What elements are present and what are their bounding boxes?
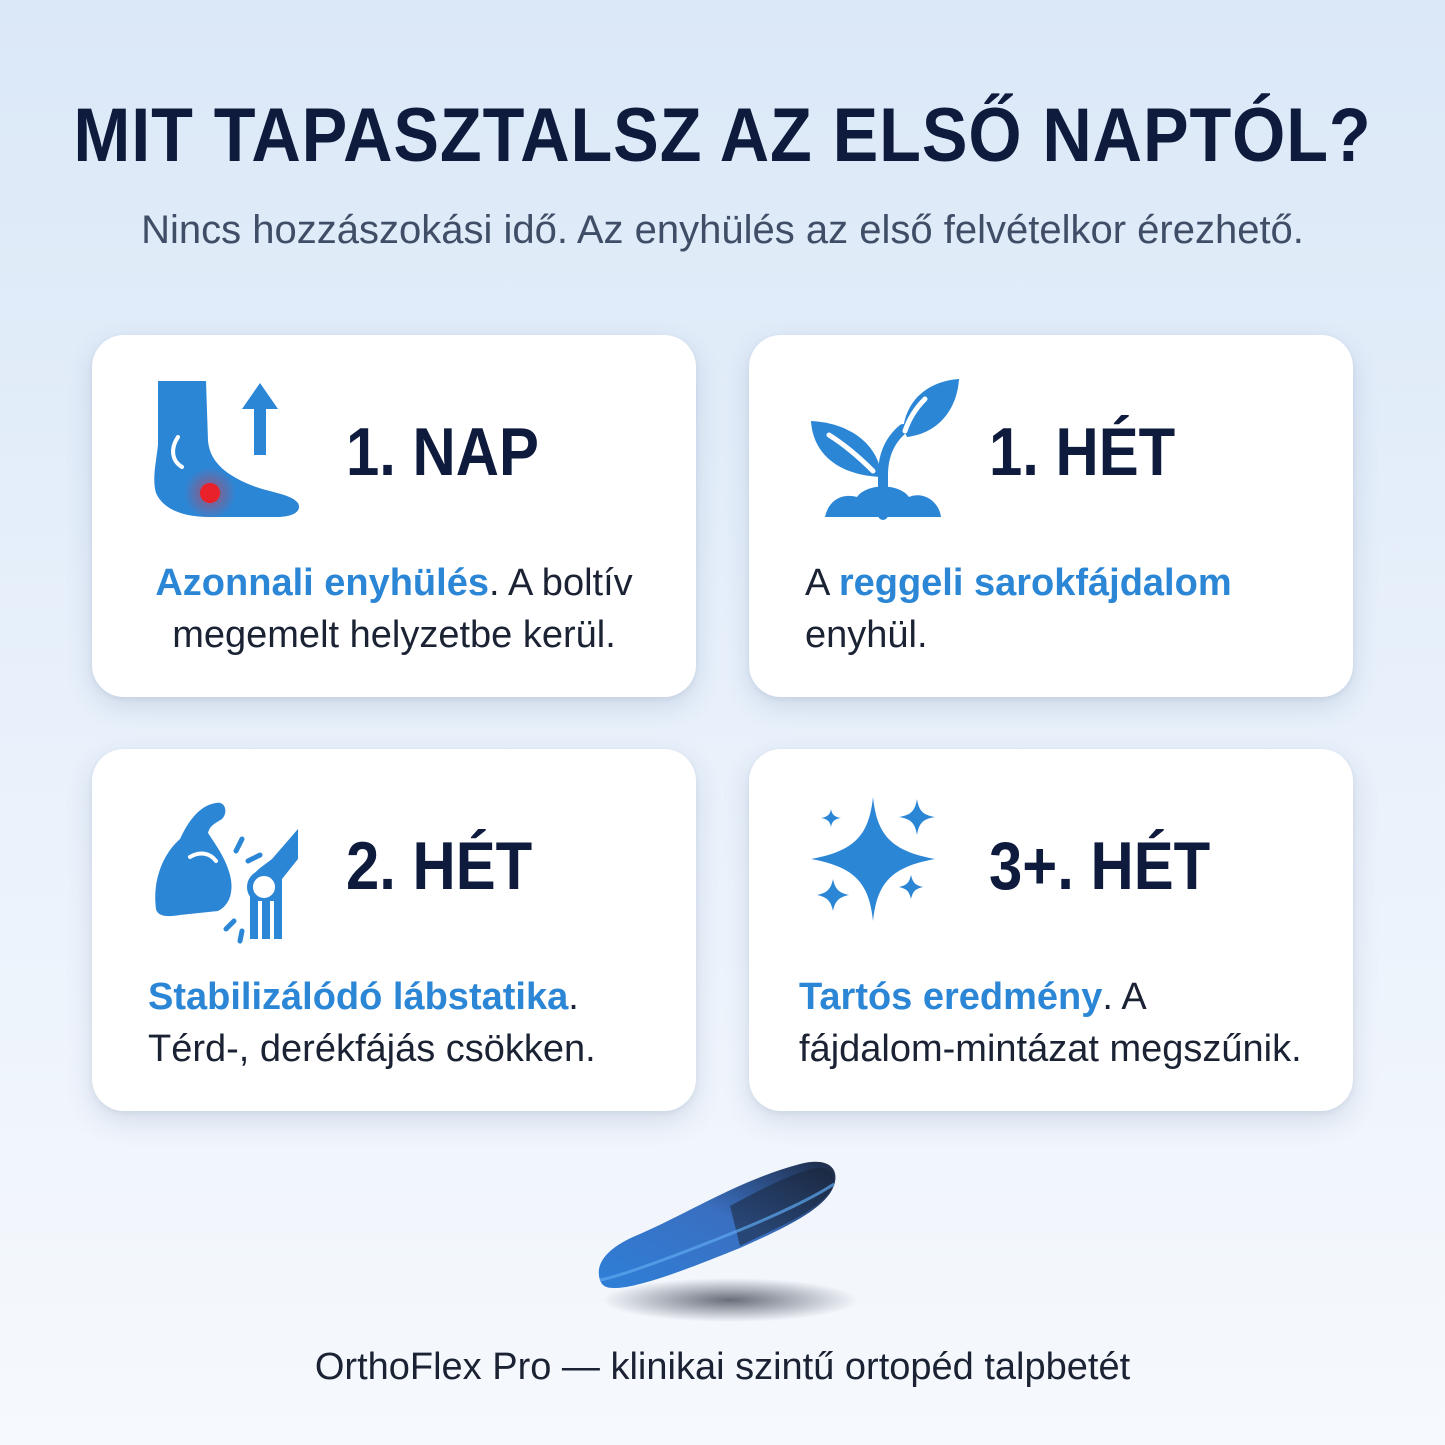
- card-text: .: [568, 976, 579, 1018]
- orthopedic-insole-icon: [580, 1150, 870, 1330]
- sparkles-icon: [807, 789, 963, 945]
- page-subtitle: Nincs hozzászokási idő. Az enyhülés az első felvételkor érezhető.: [141, 208, 1304, 252]
- card-heading: 2. HÉT: [346, 828, 533, 904]
- card-highlight: reggeli sarokfájdalom: [838, 562, 1232, 604]
- card-text: A: [805, 562, 839, 604]
- sprout-icon: [807, 375, 963, 531]
- product-caption: OrthoFlex Pro — klinikai szintű ortopéd talpbetét: [314, 1346, 1131, 1388]
- card-text-line2: Térd-, derékfájás csökken.: [148, 1028, 596, 1070]
- card-description: [805, 557, 1345, 661]
- page-title: MIT TAPASZTALSZ AZ ELSŐ NAPTÓL?: [73, 93, 1372, 178]
- card-text-line2: megemelt helyzetbe kerül.: [172, 614, 616, 656]
- card-heading: 3+. HÉT: [989, 828, 1211, 904]
- card-text: . A boltív: [488, 562, 633, 604]
- card-text-line2: enyhül.: [805, 614, 928, 656]
- card-description: [134, 557, 654, 661]
- foot-arch-lift-icon: [150, 375, 306, 531]
- card-text: . A: [1102, 976, 1147, 1018]
- card-highlight: Tartós eredmény: [799, 976, 1103, 1018]
- card-description: [148, 971, 688, 1075]
- card-description: [799, 971, 1339, 1075]
- card-week-3-plus: [749, 749, 1353, 1111]
- muscle-knee-icon: [150, 789, 306, 945]
- card-heading: 1. NAP: [346, 414, 539, 490]
- card-day-1: [92, 335, 696, 697]
- card-week-2: [92, 749, 696, 1111]
- card-heading: 1. HÉT: [989, 414, 1176, 490]
- card-highlight: Azonnali enyhülés: [155, 562, 489, 604]
- card-week-1: [749, 335, 1353, 697]
- card-text-line2: fájdalom-mintázat megszűnik.: [799, 1028, 1302, 1070]
- card-highlight: Stabilizálódó lábstatika: [148, 976, 569, 1018]
